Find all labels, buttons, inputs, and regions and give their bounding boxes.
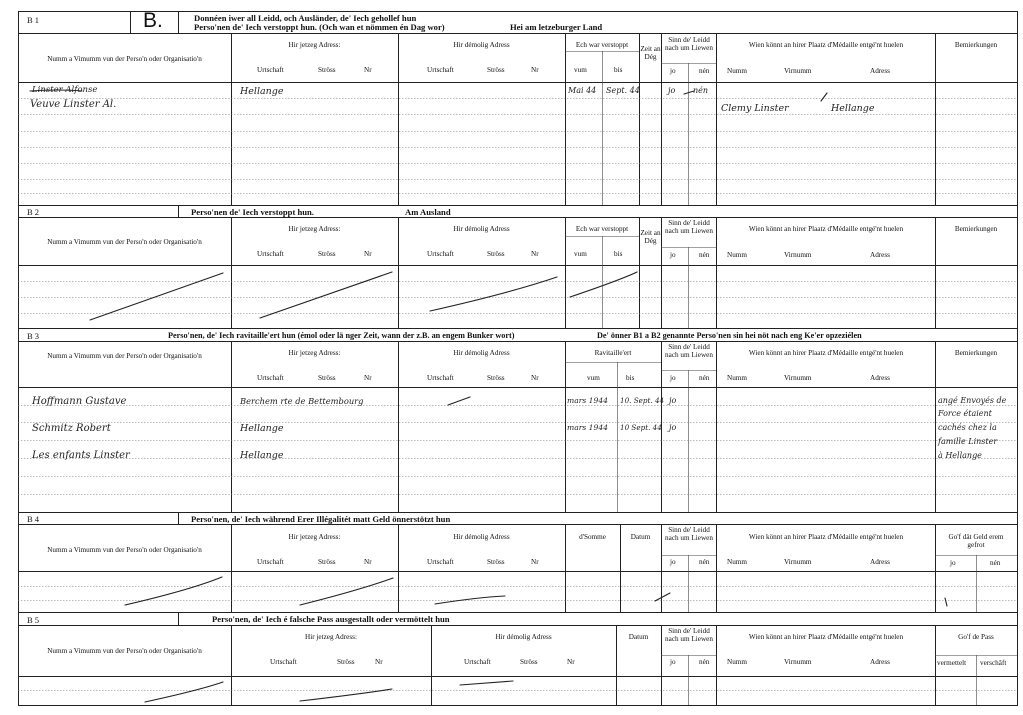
b5-col-nr: Nr bbox=[375, 658, 383, 666]
b1-col-yes: jo bbox=[670, 67, 676, 75]
b3-col-street2: Ströss bbox=[487, 374, 505, 382]
b1-col-m-address: Adress bbox=[870, 67, 890, 75]
b2-col-medal: Wien könnt an hirer Plaatz d'Médaille entgé'nt huelen bbox=[748, 225, 904, 233]
b5-col-pass: Go'f de Pass bbox=[958, 633, 994, 641]
b2-col-m-address: Adress bbox=[870, 251, 890, 259]
b4-col-money-yes: jo bbox=[950, 559, 956, 567]
b1-hw-no: nén bbox=[693, 86, 709, 95]
b4-col-m-first: Virnumm bbox=[784, 558, 812, 566]
b2-col-yes: jo bbox=[670, 251, 676, 259]
b1-col-locality2: Urtschaft bbox=[427, 66, 454, 74]
b3-code: B 3 bbox=[27, 331, 40, 341]
b3-remark-2: Force étaient bbox=[938, 409, 992, 418]
b4-col-nr: Nr bbox=[364, 558, 372, 566]
b3-col-yes: jo bbox=[670, 374, 676, 382]
b2-col-locality: Urtschaft bbox=[257, 250, 284, 258]
b3-col-street: Ströss bbox=[318, 374, 336, 382]
b3-col-locality: Urtschaft bbox=[257, 374, 284, 382]
b5-col-medal: Wien könnt an hirer Plaatz d'Médaille entgé'nt huelen bbox=[748, 633, 904, 641]
b5-code: B 5 bbox=[27, 615, 40, 625]
b3-col-nr2: Nr bbox=[531, 374, 539, 382]
b4-col-street: Ströss bbox=[318, 558, 336, 566]
b5-col-current: Hir jetzeg Adress: bbox=[305, 633, 357, 641]
b5-col-street2: Ströss bbox=[520, 658, 538, 666]
b2-col-from: vum bbox=[574, 250, 587, 258]
b4-col-m-name: Numm bbox=[727, 558, 747, 566]
b2-col-m-name: Numm bbox=[727, 251, 747, 259]
b2-col-name: Numm a Vimumm vun der Perso'n oder Organisatio'n bbox=[47, 238, 202, 246]
b3-row1-alive: jo bbox=[669, 396, 677, 405]
b5-col-alive: Sinn de' Leidd nach um Liewen bbox=[665, 627, 713, 644]
b3-col-locality2: Urtschaft bbox=[427, 374, 454, 382]
b3-row1-to: 10. Sept. 44 bbox=[620, 396, 665, 405]
b3-row2-addr: Hellange bbox=[240, 423, 284, 434]
b1-col-former: Hir démolig Adress bbox=[453, 41, 510, 49]
form-letter: B. bbox=[143, 9, 163, 32]
b4-col-locality: Urtschaft bbox=[257, 558, 284, 566]
b3-col-from: vum bbox=[587, 374, 600, 382]
b1-col-nr2: Nr bbox=[531, 66, 539, 74]
b4-col-locality2: Urtschaft bbox=[427, 558, 454, 566]
b1-col-from: vum bbox=[574, 66, 587, 74]
b2-col-alive: Sinn de' Leidd nach um Liewen bbox=[665, 219, 713, 236]
b4-col-street2: Ströss bbox=[487, 558, 505, 566]
b5-title: Perso'nen, de' Iech é falsche Pass ausgestallt oder vermöttelt hun bbox=[212, 614, 450, 624]
b3-col-medal: Wien könnt an hirer Plaatz d'Médaille entgé'nt huelen bbox=[748, 349, 904, 357]
b3-col-no: nén bbox=[699, 374, 710, 382]
b3-row2-to: 10 Sept. 44 bbox=[620, 423, 662, 432]
b1-col-current: Hir jetzeg Adress: bbox=[288, 41, 341, 49]
b2-col-to: bis bbox=[614, 250, 623, 258]
b1-col-time: Zeit an Dég bbox=[640, 45, 661, 62]
b5-col-name: Numm a Vimumm vun der Perso'n oder Organisatio'n bbox=[47, 647, 202, 655]
b4-col-former: Hir démolig Adress bbox=[453, 533, 510, 541]
b1-hw-to: Sept. 44 bbox=[606, 86, 640, 95]
b1-col-nr: Nr bbox=[364, 66, 372, 74]
b1-col-to: bis bbox=[614, 66, 623, 74]
b4-col-current: Hir jetzeg Adress: bbox=[288, 533, 341, 541]
b1-title-line1: Donnéen iwer all Leidd, och Ausländer, de' Iech gehollef hun bbox=[194, 13, 417, 23]
b1-col-locality: Urtschaft bbox=[257, 66, 284, 74]
b1-col-m-name: Numm bbox=[727, 67, 747, 75]
b2-col-remarks: Bemierkungen bbox=[954, 225, 998, 233]
b3-row2-name: Schmitz Robert bbox=[32, 423, 111, 434]
b2-col-no: nén bbox=[699, 251, 710, 259]
b3-col-ravit: Ravitaille'ert bbox=[594, 349, 632, 357]
b4-col-medal: Wien könnt an hirer Plaatz d'Médaille entgé'nt huelen bbox=[748, 533, 904, 541]
b1-col-street: Ströss bbox=[318, 66, 336, 74]
b2-col-locality2: Urtschaft bbox=[427, 250, 454, 258]
b1-hw-alive: jo bbox=[668, 86, 676, 95]
b3-col-to: bis bbox=[626, 374, 635, 382]
b3-col-m-address: Adress bbox=[870, 374, 890, 382]
b3-row3-addr: Hellange bbox=[240, 450, 284, 461]
b1-col-m-first: Virnumm bbox=[784, 67, 812, 75]
b2-col-former: Hir démolig Adress bbox=[453, 225, 510, 233]
b1-code: B 1 bbox=[27, 15, 40, 25]
b4-col-nr2: Nr bbox=[531, 558, 539, 566]
b2-col-hidden: Ech war verstoppt bbox=[575, 225, 629, 233]
b4-col-money: Go'f dät Geld erem gefrot bbox=[948, 533, 1004, 550]
b4-col-name: Numm a Vimumm vun der Perso'n oder Organisatio'n bbox=[47, 546, 202, 554]
b5-col-nr2: Nr bbox=[567, 658, 575, 666]
b3-row2-alive: jo bbox=[669, 423, 677, 432]
b3-col-name: Numm a Vimumm vun der Perso'n oder Organisatio'n bbox=[47, 352, 202, 360]
b2-col-nr2: Nr bbox=[531, 250, 539, 258]
b5-col-yes: jo bbox=[670, 658, 676, 666]
b3-row1-from: mars 1944 bbox=[567, 396, 608, 405]
b5-col-locality: Urtschaft bbox=[270, 658, 297, 666]
b5-col-street: Ströss bbox=[337, 658, 355, 666]
b3-col-current: Hir jetzeg Adress: bbox=[288, 349, 341, 357]
b2-code: B 2 bbox=[27, 207, 40, 217]
b3-remark-3: cachés chez la bbox=[938, 423, 997, 432]
b1-hw-addr: Hellange bbox=[240, 86, 284, 97]
b4-col-alive: Sinn de' Leidd nach um Liewen bbox=[665, 526, 713, 543]
b3-col-nr: Nr bbox=[364, 374, 372, 382]
b4-col-date: Datum bbox=[630, 533, 651, 541]
b2-col-time: Zeit an Dég bbox=[640, 229, 661, 246]
b2-col-nr: Nr bbox=[364, 250, 372, 258]
b1-col-no: nén bbox=[699, 67, 710, 75]
b2-col-street: Ströss bbox=[318, 250, 336, 258]
b3-title: Perso'nen, de' Iech ravitaille'ert hun (émol oder lä nger Zeit, wann der z.B. an engem Bunker wort) bbox=[168, 331, 515, 340]
b1-hw-medal-name: Clemy Linster bbox=[721, 103, 789, 114]
b1-col-remarks: Bemierkungen bbox=[954, 41, 998, 49]
b2-col-current: Hir jetzeg Adress: bbox=[288, 225, 341, 233]
b2-title: Perso'nen de' Iech verstoppt hun. bbox=[191, 207, 314, 217]
b4-col-no: nén bbox=[699, 558, 710, 566]
b5-col-handed: vermettelt bbox=[937, 659, 967, 667]
b4-col-m-address: Adress bbox=[870, 558, 890, 566]
b5-col-m-address: Adress bbox=[870, 658, 890, 666]
b1-col-street2: Ströss bbox=[487, 66, 505, 74]
b5-col-made: verschâft bbox=[980, 659, 1007, 667]
b3-row1-addr: Berchem rte de Bettembourg bbox=[240, 396, 364, 406]
b1-col-name: Numm a Vimumm vun der Perso'n oder Organisatio'n bbox=[47, 55, 202, 63]
b1-col-hidden: Ech war verstoppt bbox=[575, 41, 629, 49]
b1-hw-name: Veuve Linster Al. bbox=[30, 99, 117, 110]
b5-col-no: nén bbox=[699, 658, 710, 666]
b3-col-m-name: Numm bbox=[727, 374, 747, 382]
b1-hw-medal-addr: Hellange bbox=[831, 103, 875, 114]
b4-col-yes: jo bbox=[670, 558, 676, 566]
b1-title-extra: Hei am letzeburger Land bbox=[510, 22, 603, 32]
b3-remark-5: à Hellange bbox=[938, 451, 982, 460]
b1-col-medal: Wien könnt an hirer Plaatz d'Médaille entgé'nt huelen bbox=[748, 41, 904, 49]
b4-col-money-no: nén bbox=[990, 559, 1001, 567]
b3-row1-name: Hoffmann Gustave bbox=[32, 396, 127, 407]
b4-title: Perso'nen, de' Iech während Erer Illégalitét matt Geld önnerstötzt hun bbox=[191, 514, 451, 524]
b3-title-extra: De' önner B1 a B2 genannte Perso'nen sin hei nöt nach eng Ke'er opzeziélen bbox=[597, 331, 862, 340]
b3-remark-1: angé Envoyés de bbox=[938, 396, 1007, 405]
b5-col-former: Hir démolig Adress bbox=[495, 633, 552, 641]
b3-col-m-first: Virnumm bbox=[784, 374, 812, 382]
b5-col-m-first: Virnumm bbox=[784, 658, 812, 666]
b2-title-extra: Am Ausland bbox=[405, 207, 451, 217]
b1-col-alive: Sinn de' Leidd nach um Liewen bbox=[665, 36, 713, 53]
b4-code: B 4 bbox=[27, 514, 40, 524]
b3-col-alive: Sinn de' Leidd nach um Liewen bbox=[665, 343, 713, 360]
b3-col-former: Hir démolig Adress bbox=[453, 349, 510, 357]
b2-col-street2: Ströss bbox=[487, 250, 505, 258]
b5-col-m-name: Numm bbox=[727, 658, 747, 666]
b3-col-remarks: Bemierkungen bbox=[954, 349, 998, 357]
b4-col-sum: d'Somme bbox=[579, 533, 606, 541]
b2-col-m-first: Virnumm bbox=[784, 251, 812, 259]
b3-row2-from: mars 1944 bbox=[567, 423, 608, 432]
b5-col-date: Datum bbox=[628, 633, 649, 641]
b5-col-locality2: Urtschaft bbox=[464, 658, 491, 666]
b3-remark-4: famille Linster bbox=[938, 437, 998, 446]
b1-struck-name: Linster Alfonse bbox=[32, 85, 98, 95]
handwritten-strikes bbox=[30, 90, 947, 702]
b3-row3-name: Les enfants Linster bbox=[32, 450, 130, 461]
b1-title-line2: Perso'nen de' Iech verstoppt hun. (Och wan et nömmen én Dag wor) bbox=[194, 22, 445, 32]
b1-hw-from: Mai 44 bbox=[568, 86, 597, 95]
